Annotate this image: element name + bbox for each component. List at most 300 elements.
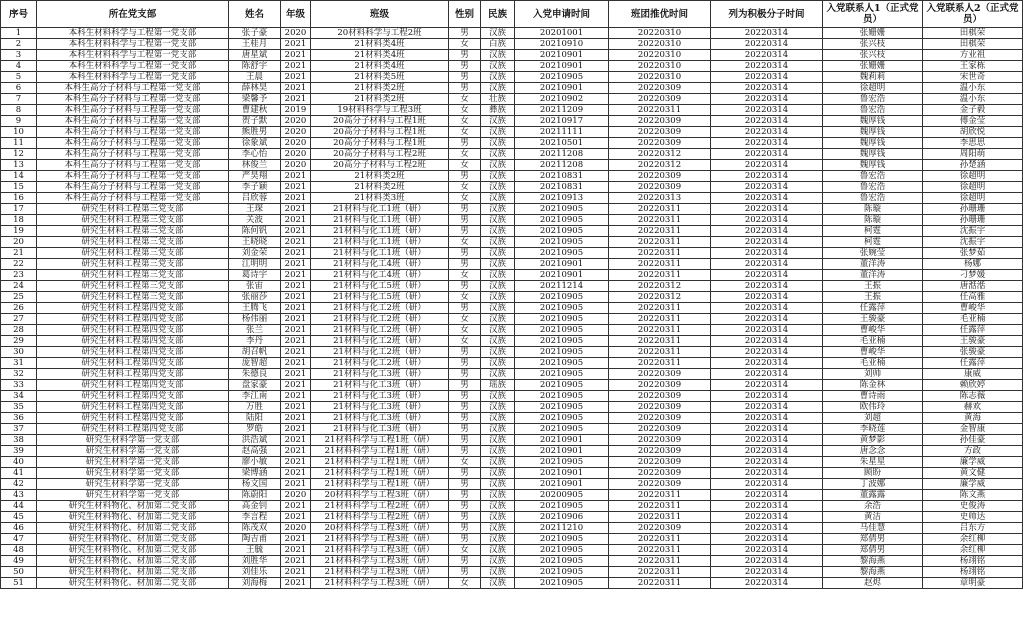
table-cell: 20210905 [515, 545, 609, 556]
table-cell: 汉族 [481, 127, 515, 138]
table-cell: 男 [449, 215, 481, 226]
table-cell: 20220311 [609, 347, 711, 358]
table-cell: 43 [1, 490, 37, 501]
table-cell: 20210905 [515, 325, 609, 336]
table-cell: 20220311 [609, 358, 711, 369]
table-cell: 万胜 [229, 402, 281, 413]
table-cell: 2021 [281, 534, 311, 545]
table-cell: 赫欢 [923, 402, 1023, 413]
table-cell: 20220311 [609, 325, 711, 336]
table-cell: 研究生材料工程第四党支部 [37, 325, 229, 336]
table-cell: 本科生高分子材料与工程第一党支部 [37, 138, 229, 149]
table-cell: 20210905 [515, 303, 609, 314]
table-cell: 张兴枝 [823, 39, 923, 50]
table-cell: 本科生高分子材料与工程第一党支部 [37, 149, 229, 160]
header-cell: 入党联系人2（正式党员） [923, 1, 1023, 28]
table-cell: 魏厚钱 [823, 138, 923, 149]
table-cell: 22 [1, 259, 37, 270]
table-cell: 汉族 [481, 314, 515, 325]
table-row [1, 325, 1023, 336]
table-cell: 21材料科学与工程3班（研） [311, 534, 449, 545]
table-cell: 2021 [281, 259, 311, 270]
table-cell: 20220314 [711, 413, 823, 424]
table-cell: 1 [1, 28, 37, 39]
table-cell: 魏厚钱 [823, 127, 923, 138]
table-cell: 彝族 [481, 105, 515, 116]
table-cell: 20220314 [711, 446, 823, 457]
table-cell: 曹峻华 [823, 325, 923, 336]
table-row [1, 50, 1023, 61]
table-cell: 2020 [281, 149, 311, 160]
table-row [1, 105, 1023, 116]
table-cell: 2021 [281, 248, 311, 259]
table-cell: 20210905 [515, 292, 609, 303]
header-row [1, 1, 1023, 28]
table-cell: 男 [449, 138, 481, 149]
table-cell: 汉族 [481, 446, 515, 457]
table-cell: 男 [449, 446, 481, 457]
table-row [1, 204, 1023, 215]
table-row [1, 94, 1023, 105]
table-cell: 2021 [281, 380, 311, 391]
table-cell: 研究生材料学第一党支部 [37, 490, 229, 501]
table-cell: 陈璇 [823, 204, 923, 215]
table-cell: 本科生高分子材料与工程第一党支部 [37, 193, 229, 204]
table-cell: 20210901 [515, 83, 609, 94]
table-cell: 男 [449, 512, 481, 523]
table-cell: 汉族 [481, 226, 515, 237]
table-cell: 20220314 [711, 435, 823, 446]
table-cell: 刁梦媛 [923, 270, 1023, 281]
table-cell: 男 [449, 61, 481, 72]
table-cell: 20220311 [609, 204, 711, 215]
table-cell: 男 [449, 248, 481, 259]
table-cell: 2021 [281, 391, 311, 402]
table-cell: 胡欣悦 [923, 127, 1023, 138]
table-cell: 林俊兰 [229, 160, 281, 171]
table-cell: 31 [1, 358, 37, 369]
table-cell: 王桂月 [229, 39, 281, 50]
table-cell: 刘佳乐 [229, 567, 281, 578]
table-row [1, 281, 1023, 292]
table-cell: 男 [449, 303, 481, 314]
table-cell: 20220311 [609, 556, 711, 567]
table-cell: 20220314 [711, 248, 823, 259]
table-row [1, 523, 1023, 534]
table-cell: 2021 [281, 281, 311, 292]
table-cell: 2020 [281, 490, 311, 501]
table-cell: 研究生材料工程第三党支部 [37, 237, 229, 248]
table-cell: 汉族 [481, 457, 515, 468]
table-cell: 20210905 [515, 391, 609, 402]
table-cell: 史俊涛 [923, 501, 1023, 512]
table-cell: 胡召帆 [229, 347, 281, 358]
table-cell: 汉族 [481, 424, 515, 435]
table-cell: 20220314 [711, 380, 823, 391]
table-row [1, 446, 1023, 457]
table-cell: 陈何钒 [229, 226, 281, 237]
table-cell: 20220314 [711, 468, 823, 479]
table-cell: 21材料与化工2班（研） [311, 314, 449, 325]
table-cell: 2021 [281, 94, 311, 105]
table-cell: 张婉莹 [823, 248, 923, 259]
table-cell: 30 [1, 347, 37, 358]
table-cell: 21材料科学与工程2班（研） [311, 512, 449, 523]
table-row [1, 160, 1023, 171]
table-cell: 20220311 [609, 578, 711, 589]
table-cell: 孙佳豪 [923, 435, 1023, 446]
table-cell: 20211209 [515, 105, 609, 116]
table-cell: 2021 [281, 402, 311, 413]
table-cell: 男 [449, 171, 481, 182]
table-cell: 20220309 [609, 94, 711, 105]
table-cell: 本科生高分子材料与工程第一党支部 [37, 127, 229, 138]
table-cell: 20210906 [515, 512, 609, 523]
table-cell: 本科生材料科学与工程第一党支部 [37, 61, 229, 72]
table-cell: 2021 [281, 435, 311, 446]
table-cell: 2021 [281, 347, 311, 358]
table-cell: 28 [1, 325, 37, 336]
table-cell: 研究生材料工程第四党支部 [37, 402, 229, 413]
table-cell: 21材料与化工1班（研） [311, 204, 449, 215]
table-cell: 21材料与化工3班（研） [311, 391, 449, 402]
table-cell: 20210905 [515, 413, 609, 424]
table-cell: 50 [1, 567, 37, 578]
table-cell: 研究生材料学第一党支部 [37, 446, 229, 457]
table-row [1, 292, 1023, 303]
table-cell: 20220314 [711, 28, 823, 39]
table-cell: 21材料与化工3班（研） [311, 413, 449, 424]
table-cell: 2021 [281, 512, 311, 523]
table-cell: 2021 [281, 226, 311, 237]
table-cell: 研究生材料工程第三党支部 [37, 270, 229, 281]
table-cell: 20210901 [515, 259, 609, 270]
table-cell: 20220314 [711, 259, 823, 270]
table-cell: 20210901 [515, 435, 609, 446]
table-cell: 2021 [281, 39, 311, 50]
table-cell: 研究生材料物化、材加第二党支部 [37, 501, 229, 512]
table-cell: 男 [449, 204, 481, 215]
table-cell: 20220309 [609, 435, 711, 446]
table-cell: 王骏豪 [823, 314, 923, 325]
table-cell: 汉族 [481, 358, 515, 369]
table-cell: 2021 [281, 578, 311, 589]
table-cell: 汉族 [481, 501, 515, 512]
table-cell: 2021 [281, 369, 311, 380]
table-cell: 2021 [281, 424, 311, 435]
table-cell: 李言程 [229, 512, 281, 523]
table-cell: 洪浩斌 [229, 435, 281, 446]
table-cell: 汉族 [481, 490, 515, 501]
table-cell: 任露萍 [923, 358, 1023, 369]
table-cell: 20220311 [609, 567, 711, 578]
table-cell: 10 [1, 127, 37, 138]
table-cell: 20220314 [711, 61, 823, 72]
table-cell: 20220314 [711, 545, 823, 556]
table-cell: 研究生材料工程第四党支部 [37, 369, 229, 380]
table-cell: 20220314 [711, 402, 823, 413]
table-cell: 鲁宏浩 [823, 182, 923, 193]
table-cell: 黄文健 [923, 468, 1023, 479]
table-cell: 32 [1, 369, 37, 380]
table-row [1, 578, 1023, 589]
table-cell: 薛林昊 [229, 83, 281, 94]
table-cell: 20220311 [609, 545, 711, 556]
table-cell: 汉族 [481, 567, 515, 578]
table-cell: 男 [449, 226, 481, 237]
table-cell: 20220309 [609, 138, 711, 149]
table-cell: 女 [449, 578, 481, 589]
table-cell: 盘家豪 [229, 380, 281, 391]
table-row [1, 303, 1023, 314]
table-cell: 44 [1, 501, 37, 512]
table-row [1, 369, 1023, 380]
table-cell: 王振 [823, 292, 923, 303]
table-cell: 45 [1, 512, 37, 523]
table-cell: 20220309 [609, 424, 711, 435]
table-cell: 研究生材料工程第四党支部 [37, 303, 229, 314]
table-cell: 研究生材料学第一党支部 [37, 468, 229, 479]
table-cell: 曹建秋 [229, 105, 281, 116]
table-cell: 21材料类4班 [311, 50, 449, 61]
table-row [1, 534, 1023, 545]
table-cell: 2021 [281, 567, 311, 578]
table-cell: 20210905 [515, 204, 609, 215]
table-cell: 38 [1, 435, 37, 446]
table-cell: 男 [449, 347, 481, 358]
table-cell: 20高分子材料与工程2班 [311, 160, 449, 171]
table-row [1, 237, 1023, 248]
table-cell: 20210905 [515, 424, 609, 435]
table-cell: 陈璇 [823, 215, 923, 226]
table-cell: 庞智超 [229, 358, 281, 369]
table-cell: 21材料与化工3班（研） [311, 424, 449, 435]
table-cell: 江明明 [229, 259, 281, 270]
table-cell: 女 [449, 336, 481, 347]
table-cell: 赖欣婷 [923, 380, 1023, 391]
table-cell: 徐超明 [923, 171, 1023, 182]
table-cell: 26 [1, 303, 37, 314]
table-cell: 汉族 [481, 270, 515, 281]
table-cell: 男 [449, 281, 481, 292]
table-cell: 41 [1, 468, 37, 479]
table-cell: 汉族 [481, 237, 515, 248]
table-cell: 20211210 [515, 523, 609, 534]
table-cell: 研究生材料物化、材加第二党支部 [37, 512, 229, 523]
header-cell: 年级 [281, 1, 311, 28]
table-cell: 21材料科学与工程1班（研） [311, 479, 449, 490]
table-cell: 20220311 [609, 237, 711, 248]
table-cell: 20220311 [609, 501, 711, 512]
table-cell: 20210905 [515, 358, 609, 369]
table-cell: 20220314 [711, 369, 823, 380]
table-cell: 张姗姗 [823, 61, 923, 72]
table-row [1, 501, 1023, 512]
table-cell: 廉学威 [923, 479, 1023, 490]
table-cell: 29 [1, 336, 37, 347]
table-cell: 20220313 [609, 193, 711, 204]
table-cell: 20220311 [609, 534, 711, 545]
table-cell: 20220311 [609, 512, 711, 523]
table-cell: 研究生材料物化、材加第二党支部 [37, 567, 229, 578]
table-cell: 研究生材料工程第三党支部 [37, 248, 229, 259]
table-cell: 13 [1, 160, 37, 171]
table-cell: 鲁宏浩 [823, 193, 923, 204]
table-cell: 任露萍 [823, 303, 923, 314]
table-cell: 20220311 [609, 336, 711, 347]
table-cell: 40 [1, 457, 37, 468]
table-row [1, 149, 1023, 160]
table-cell: 17 [1, 204, 37, 215]
table-cell: 21材料类5班 [311, 72, 449, 83]
table-cell: 廉学威 [923, 457, 1023, 468]
table-cell: 2019 [281, 105, 311, 116]
table-cell: 唐湉湉 [923, 281, 1023, 292]
table-cell: 20220314 [711, 72, 823, 83]
table-cell: 20220314 [711, 347, 823, 358]
table-cell: 20210910 [515, 39, 609, 50]
table-cell: 鲁宏浩 [823, 171, 923, 182]
table-row [1, 358, 1023, 369]
table-cell: 20210905 [515, 380, 609, 391]
table-cell: 20210901 [515, 270, 609, 281]
table-cell: 14 [1, 171, 37, 182]
table-row [1, 336, 1023, 347]
table-cell: 24 [1, 281, 37, 292]
table-cell: 2021 [281, 314, 311, 325]
header-cell: 序号 [1, 1, 37, 28]
header-cell: 入党申请时间 [515, 1, 609, 28]
table-cell: 温小东 [923, 94, 1023, 105]
table-cell: 研究生材料工程第三党支部 [37, 204, 229, 215]
table-cell: 杨翊铭 [923, 567, 1023, 578]
table-cell: 王振 [823, 281, 923, 292]
table-cell: 女 [449, 160, 481, 171]
table-cell: 汉族 [481, 402, 515, 413]
table-cell: 男 [449, 358, 481, 369]
table-cell: 20210905 [515, 226, 609, 237]
table-cell: 柯霆 [823, 237, 923, 248]
table-cell: 39 [1, 446, 37, 457]
table-cell: 汉族 [481, 292, 515, 303]
table-cell: 赵烬 [823, 578, 923, 589]
table-row [1, 490, 1023, 501]
table-cell: 20210905 [515, 248, 609, 259]
table-row [1, 72, 1023, 83]
table-cell: 20210905 [515, 534, 609, 545]
table-cell: 王毓 [229, 545, 281, 556]
table-cell: 壮族 [481, 94, 515, 105]
table-cell: 汉族 [481, 479, 515, 490]
table-cell: 21 [1, 248, 37, 259]
table-cell: 汉族 [481, 336, 515, 347]
table-cell: 研究生材料工程第四党支部 [37, 391, 229, 402]
table-cell: 20220314 [711, 567, 823, 578]
table-cell: 汉族 [481, 556, 515, 567]
table-cell: 20220314 [711, 215, 823, 226]
table-cell: 毛亚楠 [923, 314, 1023, 325]
table-cell: 朱德良 [229, 369, 281, 380]
table-cell: 20210905 [515, 457, 609, 468]
table-cell: 男 [449, 413, 481, 424]
table-cell: 2021 [281, 237, 311, 248]
table-cell: 20220312 [609, 281, 711, 292]
table-cell: 2021 [281, 270, 311, 281]
table-cell: 陈文燕 [923, 490, 1023, 501]
table-cell: 20220314 [711, 534, 823, 545]
table-cell: 20220314 [711, 105, 823, 116]
table-cell: 21材料与化工2班（研） [311, 358, 449, 369]
table-cell: 20210905 [515, 237, 609, 248]
table-cell: 20210905 [515, 314, 609, 325]
table-cell: 21材料与化工2班（研） [311, 325, 449, 336]
table-cell: 36 [1, 413, 37, 424]
table-cell: 20220310 [609, 61, 711, 72]
table-cell: 20210905 [515, 402, 609, 413]
table-cell: 16 [1, 193, 37, 204]
table-cell: 2020 [281, 138, 311, 149]
table-row [1, 259, 1023, 270]
table-cell: 本科生高分子材料与工程第一党支部 [37, 116, 229, 127]
table-cell: 唐星斌 [229, 50, 281, 61]
table-cell: 女 [449, 292, 481, 303]
table-cell: 2021 [281, 545, 311, 556]
table-cell: 汉族 [481, 303, 515, 314]
table-cell: 方政 [923, 446, 1023, 457]
table-cell: 20220309 [609, 523, 711, 534]
table-cell: 研究生材料工程第四党支部 [37, 347, 229, 358]
table-cell: 20220314 [711, 479, 823, 490]
table-cell: 21材料与化工5班（研） [311, 281, 449, 292]
table-cell: 21材料科学与工程1班（研） [311, 446, 449, 457]
table-cell: 20220310 [609, 28, 711, 39]
table-cell: 汉族 [481, 512, 515, 523]
table-cell: 研究生材料工程第四党支部 [37, 314, 229, 325]
table-cell: 20高分子材料与工程2班 [311, 149, 449, 160]
table-row [1, 270, 1023, 281]
table-cell: 37 [1, 424, 37, 435]
table-cell: 20220311 [609, 259, 711, 270]
table-cell: 20210901 [515, 446, 609, 457]
table-cell: 男 [449, 259, 481, 270]
table-cell: 女 [449, 116, 481, 127]
table-cell: 章明豪 [923, 578, 1023, 589]
table-cell: 女 [449, 457, 481, 468]
table-cell: 2021 [281, 215, 311, 226]
table-cell: 吕东方 [923, 523, 1023, 534]
table-cell: 张梦茹 [923, 248, 1023, 259]
table-cell: 21材料与化工1班（研） [311, 226, 449, 237]
table-row [1, 347, 1023, 358]
table-row [1, 116, 1023, 127]
table-cell: 陶吉甫 [229, 534, 281, 545]
table-cell: 汉族 [481, 204, 515, 215]
table-cell: 田棋荣 [923, 28, 1023, 39]
table-cell: 鲁宏浩 [823, 94, 923, 105]
table-cell: 康威 [923, 369, 1023, 380]
table-cell: 吕欣蓉 [229, 193, 281, 204]
table-cell: 20220314 [711, 83, 823, 94]
table-cell: 田棋荣 [923, 39, 1023, 50]
table-cell: 黎海燕 [823, 556, 923, 567]
table-cell: 赵高强 [229, 446, 281, 457]
table-cell: 2021 [281, 413, 311, 424]
table-row [1, 402, 1023, 413]
table-cell: 刘海梅 [229, 578, 281, 589]
table-cell: 男 [449, 83, 481, 94]
table-cell: 张兴枝 [823, 50, 923, 61]
table-cell: 欧伟玲 [823, 402, 923, 413]
